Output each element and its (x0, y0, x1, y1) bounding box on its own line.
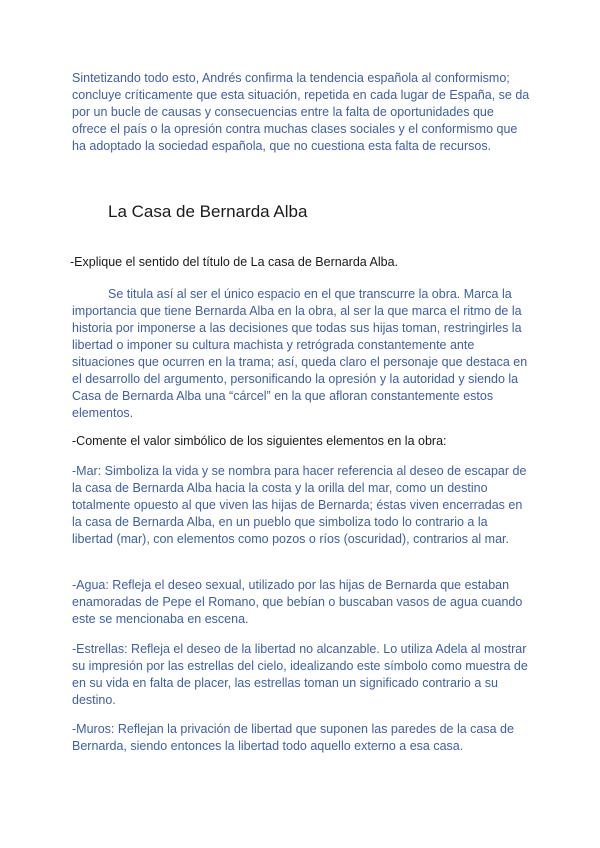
symbol-agua: -Agua: Refleja el deseo sexual, utilizado por las hijas de Bernarda que estaban enamoradas de Pepe el Romano, que bebían o buscaban vasos de agua cuando este se mencionaba en escena. (72, 578, 523, 626)
section-title: La Casa de Bernarda Alba (108, 202, 308, 221)
intro-paragraph: Sintetizando todo esto, Andrés confirma la tendencia española al conformismo; concluye críticamente que esta situación, repetida en cada lugar de España, se da por un bucle de causas y consecuencias entre la falta de oportunidades que ofrece el país o la opresión contra muchas clases sociales y el conformismo que ha adoptado la sociedad española, que no cuestiona esta falta de recursos. (72, 71, 530, 153)
symbol-estrellas: -Estrellas: Refleja el deseo de la libertad no alcanzable. Lo utiliza Adela al mostrar su impresión por las estrellas del cielo, idealizando este símbolo como muestra de en su vida en falta de placer, las estrellas toman un significado contrario a su destino. (72, 642, 528, 707)
question-2: -Comente el valor simbólico de los siguientes elementos en la obra: (72, 434, 447, 448)
symbol-muros: -Muros: Reflejan la privación de libertad que suponen las paredes de la casa de Bernarda, siendo entonces la libertad todo aquello externo a esa casa. (72, 722, 514, 753)
symbol-mar: -Mar: Simboliza la vida y se nombra para hacer referencia al deseo de escapar de la casa de Bernarda Alba hacia la costa y la orilla del mar, como un destino totalmente opuesto al que viven las hijas de Bernarda; éstas viven encerradas en la casa de Bernarda Alba, en un pueblo que simboliza todo lo contrario a la libertad (mar), con elementos como pozos o ríos (oscuridad), contrarios al mar. (72, 464, 527, 546)
question-1: -Explique el sentido del título de La casa de Bernarda Alba. (70, 255, 398, 269)
answer-1: Se titula así al ser el único espacio en el que transcurre la obra. Marca la importancia que tiene Bernarda Alba en la obra, al ser la que marca el ritmo de la historia por imponerse a las decisiones que todas sus hijas toman, restringirles la libertad o imponer su cultura machista y retrógrada constantemente ante situaciones que ocurren en la trama; así, queda claro el personaje que destaca en el desarrollo del argumento, personificando la opresión y la autoridad y siendo la Casa de Bernarda Alba una “cárcel” en la que afloran constantemente estos elementos. (72, 287, 528, 420)
